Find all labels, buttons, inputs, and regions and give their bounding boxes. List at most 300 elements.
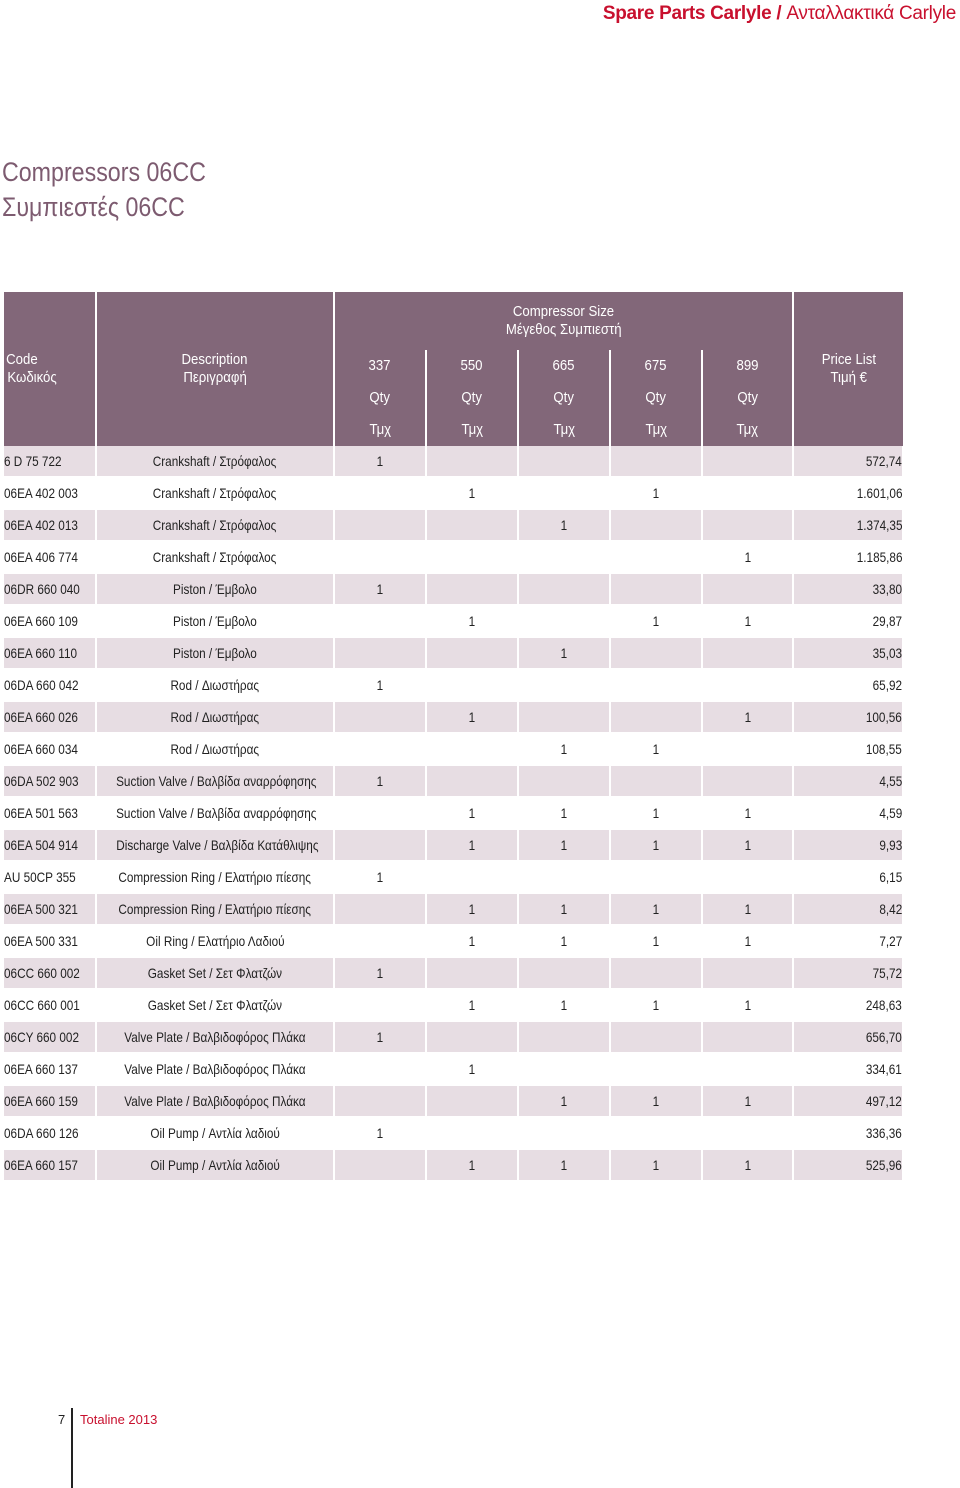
qty-cell bbox=[702, 669, 793, 701]
qty-cell bbox=[610, 1021, 702, 1053]
qty-cell bbox=[610, 733, 702, 765]
qty-cell bbox=[518, 861, 610, 893]
qty-header bbox=[610, 382, 702, 414]
price-cell bbox=[793, 1117, 903, 1149]
part-description-cell-text: Piston / Έμβολο bbox=[173, 645, 257, 661]
qty-cell bbox=[610, 1085, 702, 1117]
table-row bbox=[4, 989, 903, 1021]
qty-label-gr: Τμχ bbox=[369, 421, 391, 438]
qty-cell-text: 1 bbox=[468, 933, 476, 949]
price-cell-text: 1.601,06 bbox=[856, 485, 903, 501]
part-code-cell bbox=[4, 829, 96, 861]
part-description-cell bbox=[96, 1149, 334, 1181]
part-code-cell bbox=[4, 861, 96, 893]
price-cell bbox=[793, 797, 903, 829]
qty-cell bbox=[518, 1021, 610, 1053]
qty-cell bbox=[702, 637, 793, 669]
title-greek: Συμπιεστές 06CC bbox=[2, 192, 185, 222]
qty-cell bbox=[610, 477, 702, 509]
part-description-cell bbox=[96, 1117, 334, 1149]
price-cell-text: 336,36 bbox=[866, 1125, 903, 1141]
qty-header bbox=[518, 382, 610, 414]
qty-cell bbox=[334, 605, 426, 637]
qty-cell bbox=[426, 957, 518, 989]
table-row bbox=[4, 1149, 903, 1181]
part-description-cell bbox=[96, 733, 334, 765]
part-code-cell bbox=[4, 669, 96, 701]
qty-cell-text: 1 bbox=[652, 613, 660, 629]
qty-cell-text: 1 bbox=[744, 549, 751, 565]
qty-cell bbox=[702, 477, 793, 509]
part-description-cell-text: Rod / Διωστήρας bbox=[170, 677, 260, 693]
price-cell bbox=[793, 701, 903, 733]
qty-cell bbox=[334, 477, 426, 509]
part-code-cell-text: 06DA 502 903 bbox=[4, 773, 79, 789]
qty-cell-text: 1 bbox=[468, 997, 476, 1013]
price-cell bbox=[793, 509, 903, 541]
qty-cell bbox=[334, 957, 426, 989]
part-description-cell bbox=[96, 637, 334, 669]
part-description-cell bbox=[96, 989, 334, 1021]
price-cell bbox=[793, 637, 903, 669]
part-description-cell-text: Compression Ring / Ελατήριο πίεσης bbox=[118, 869, 312, 885]
part-code-cell bbox=[4, 477, 96, 509]
part-description-cell bbox=[96, 605, 334, 637]
qty-cell-text: 1 bbox=[468, 1157, 476, 1173]
qty-cell-text: 1 bbox=[468, 805, 476, 821]
qty-cell bbox=[426, 573, 518, 605]
qty-cell bbox=[334, 861, 426, 893]
part-code-cell bbox=[4, 1117, 96, 1149]
part-description-cell bbox=[96, 765, 334, 797]
price-cell bbox=[793, 1053, 903, 1085]
part-description-cell-text: Discharge Valve / Βαλβίδα Κατάθλιψης bbox=[116, 837, 319, 853]
qty-cell bbox=[702, 733, 793, 765]
price-cell bbox=[793, 1085, 903, 1117]
table-row bbox=[4, 893, 903, 925]
qty-cell bbox=[518, 1149, 610, 1181]
qty-cell-text: 1 bbox=[652, 1093, 660, 1109]
qty-cell bbox=[610, 637, 702, 669]
table-row bbox=[4, 861, 903, 893]
table-row bbox=[4, 669, 903, 701]
part-description-cell bbox=[96, 1053, 334, 1085]
qty-header-gr bbox=[334, 414, 426, 446]
size-550-header bbox=[426, 350, 518, 382]
description-header-label: Description bbox=[181, 351, 249, 368]
price-cell-text: 100,56 bbox=[866, 709, 903, 725]
qty-cell bbox=[610, 701, 702, 733]
qty-label: Qty bbox=[737, 389, 758, 406]
price-cell bbox=[793, 733, 903, 765]
qty-cell-text: 1 bbox=[468, 709, 476, 725]
qty-cell-text: 1 bbox=[376, 453, 384, 469]
qty-cell bbox=[610, 509, 702, 541]
part-code-cell-text: 06EA 660 109 bbox=[4, 613, 78, 629]
qty-cell-text: 1 bbox=[744, 613, 751, 629]
qty-cell bbox=[334, 1117, 426, 1149]
price-header bbox=[793, 292, 903, 446]
qty-cell bbox=[426, 893, 518, 925]
qty-cell-text: 1 bbox=[652, 741, 660, 757]
part-description-cell-text: Valve Plate / Βαλβιδοφόρος Πλάκα bbox=[124, 1093, 306, 1109]
size-337-header bbox=[334, 350, 426, 382]
qty-cell-text: 1 bbox=[652, 485, 660, 501]
qty-cell bbox=[610, 989, 702, 1021]
table-row bbox=[4, 477, 903, 509]
price-cell-text: 1.185,86 bbox=[856, 549, 903, 565]
qty-cell bbox=[610, 925, 702, 957]
part-code-cell bbox=[4, 509, 96, 541]
price-cell-text: 108,55 bbox=[866, 741, 903, 757]
parts-price-table bbox=[4, 292, 904, 1182]
table-row bbox=[4, 925, 903, 957]
qty-cell bbox=[702, 573, 793, 605]
part-description-cell bbox=[96, 861, 334, 893]
size-label: 665 bbox=[552, 357, 576, 374]
qty-cell-text: 1 bbox=[652, 1157, 660, 1173]
qty-label-gr: Τμχ bbox=[461, 421, 483, 438]
qty-cell bbox=[426, 477, 518, 509]
part-code-cell bbox=[4, 605, 96, 637]
qty-cell bbox=[334, 797, 426, 829]
price-cell bbox=[793, 446, 903, 477]
qty-cell-text: 1 bbox=[468, 485, 476, 501]
parts-table-body bbox=[4, 446, 903, 1181]
part-description-cell-text: Crankshaft / Στρόφαλος bbox=[153, 549, 277, 565]
part-code-cell-text: 06EA 500 331 bbox=[4, 933, 78, 949]
part-code-cell bbox=[4, 1085, 96, 1117]
qty-cell bbox=[518, 1085, 610, 1117]
qty-cell bbox=[334, 893, 426, 925]
part-description-cell bbox=[96, 1085, 334, 1117]
compressor-size-label-gr: Μέγεθος Συμπιεστή bbox=[505, 321, 622, 338]
qty-cell bbox=[518, 541, 610, 573]
part-code-cell-text: AU 50CP 355 bbox=[4, 869, 76, 885]
qty-cell bbox=[702, 1021, 793, 1053]
qty-header-gr bbox=[426, 414, 518, 446]
part-code-cell-text: 06EA 402 013 bbox=[4, 517, 78, 533]
part-description-cell-text: Oil Pump / Αντλία λαδιού bbox=[150, 1157, 280, 1173]
compressor-size-label: Compressor Size bbox=[512, 303, 615, 320]
price-cell-text: 4,55 bbox=[879, 773, 903, 789]
part-code-cell bbox=[4, 446, 96, 477]
qty-cell bbox=[334, 541, 426, 573]
part-description-cell-text: Oil Ring / Ελατήριο Λαδιού bbox=[145, 933, 285, 949]
page-number: 7 bbox=[58, 1412, 66, 1427]
qty-cell-text: 1 bbox=[744, 997, 751, 1013]
qty-cell bbox=[702, 989, 793, 1021]
qty-cell bbox=[426, 637, 518, 669]
part-description-cell bbox=[96, 829, 334, 861]
part-code-cell-text: 06DA 660 042 bbox=[4, 677, 79, 693]
price-cell bbox=[793, 541, 903, 573]
qty-cell bbox=[610, 1117, 702, 1149]
qty-cell-text: 1 bbox=[744, 837, 751, 853]
qty-cell-text: 1 bbox=[560, 1157, 568, 1173]
price-cell bbox=[793, 861, 903, 893]
qty-cell-text: 1 bbox=[560, 1093, 568, 1109]
qty-cell-text: 1 bbox=[376, 581, 384, 597]
size-665-header bbox=[518, 350, 610, 382]
part-description-cell bbox=[96, 797, 334, 829]
description-header-label-gr: Περιγραφή bbox=[183, 369, 247, 386]
qty-cell bbox=[426, 797, 518, 829]
price-cell-text: 7,27 bbox=[879, 933, 903, 949]
qty-cell bbox=[610, 765, 702, 797]
table-row bbox=[4, 1021, 903, 1053]
price-cell bbox=[793, 893, 903, 925]
part-code-cell-text: 06EA 660 026 bbox=[4, 709, 78, 725]
part-description-cell-text: Valve Plate / Βαλβιδοφόρος Πλάκα bbox=[124, 1061, 306, 1077]
qty-cell bbox=[334, 1085, 426, 1117]
qty-cell-text: 1 bbox=[468, 1061, 476, 1077]
table-row bbox=[4, 957, 903, 989]
qty-cell bbox=[518, 1117, 610, 1149]
table-row bbox=[4, 605, 903, 637]
qty-cell-text: 1 bbox=[560, 997, 568, 1013]
part-code-cell-text: 06EA 501 563 bbox=[4, 805, 78, 821]
part-description-cell-text: Suction Valve / Βαλβίδα αναρρόφησης bbox=[116, 773, 317, 789]
qty-cell-text: 1 bbox=[376, 677, 384, 693]
price-cell-text: 248,63 bbox=[866, 997, 903, 1013]
qty-cell-text: 1 bbox=[744, 1093, 751, 1109]
qty-cell bbox=[334, 573, 426, 605]
qty-cell-text: 1 bbox=[560, 933, 568, 949]
price-cell bbox=[793, 669, 903, 701]
part-code-cell bbox=[4, 733, 96, 765]
size-label: 899 bbox=[736, 357, 759, 374]
table-row bbox=[4, 1085, 903, 1117]
qty-cell-text: 1 bbox=[652, 805, 660, 821]
qty-cell-text: 1 bbox=[744, 805, 751, 821]
part-code-cell bbox=[4, 957, 96, 989]
qty-cell-text: 1 bbox=[468, 837, 476, 853]
part-code-cell-text: 06EA 660 157 bbox=[4, 1157, 78, 1173]
price-cell-text: 1.374,35 bbox=[856, 517, 903, 533]
size-label: 675 bbox=[644, 357, 668, 374]
part-description-cell-text: Rod / Διωστήρας bbox=[170, 741, 260, 757]
qty-cell bbox=[518, 669, 610, 701]
part-code-cell-text: 06EA 402 003 bbox=[4, 485, 78, 501]
part-description-cell-text: Suction Valve / Βαλβίδα αναρρόφησης bbox=[116, 805, 317, 821]
title-english: Compressors 06CC bbox=[2, 157, 206, 187]
qty-cell-text: 1 bbox=[468, 901, 476, 917]
price-cell-text: 6,15 bbox=[879, 869, 903, 885]
price-cell bbox=[793, 989, 903, 1021]
part-code-cell-text: 06DA 660 126 bbox=[4, 1125, 79, 1141]
qty-cell bbox=[334, 637, 426, 669]
part-description-cell bbox=[96, 957, 334, 989]
description-header bbox=[96, 292, 334, 446]
part-description-cell-text: Valve Plate / Βαλβιδοφόρος Πλάκα bbox=[124, 1029, 306, 1045]
table-row bbox=[4, 829, 903, 861]
price-cell-text: 572,74 bbox=[866, 453, 903, 469]
code-header-label-gr: Κωδικός bbox=[7, 369, 57, 386]
qty-cell bbox=[518, 573, 610, 605]
qty-cell bbox=[334, 989, 426, 1021]
price-cell-text: 29,87 bbox=[872, 613, 903, 629]
price-cell-text: 334,61 bbox=[866, 1061, 903, 1077]
part-description-cell-text: Gasket Set / Σετ Φλατζών bbox=[147, 965, 283, 981]
price-header-label: Price List bbox=[821, 351, 876, 368]
qty-cell bbox=[426, 861, 518, 893]
qty-cell bbox=[518, 1053, 610, 1085]
qty-cell bbox=[426, 989, 518, 1021]
qty-cell bbox=[518, 893, 610, 925]
part-code-cell-text: 06DR 660 040 bbox=[4, 581, 80, 597]
qty-cell bbox=[426, 1085, 518, 1117]
qty-cell-text: 1 bbox=[744, 933, 751, 949]
qty-cell bbox=[518, 701, 610, 733]
qty-cell-text: 1 bbox=[376, 965, 384, 981]
qty-label: Qty bbox=[645, 389, 667, 406]
qty-cell-text: 1 bbox=[376, 773, 384, 789]
qty-cell bbox=[518, 446, 610, 477]
page-title bbox=[2, 155, 206, 225]
part-description-cell bbox=[96, 509, 334, 541]
qty-label: Qty bbox=[461, 389, 483, 406]
qty-cell bbox=[518, 637, 610, 669]
price-cell-text: 33,80 bbox=[872, 581, 903, 597]
qty-cell bbox=[518, 957, 610, 989]
qty-cell bbox=[518, 829, 610, 861]
price-cell-text: 9,93 bbox=[879, 837, 903, 853]
qty-cell-text: 1 bbox=[560, 837, 568, 853]
qty-cell bbox=[702, 541, 793, 573]
qty-label: Qty bbox=[553, 389, 575, 406]
qty-cell bbox=[518, 989, 610, 1021]
qty-header bbox=[426, 382, 518, 414]
qty-cell bbox=[610, 797, 702, 829]
price-cell-text: 525,96 bbox=[866, 1157, 903, 1173]
part-description-cell bbox=[96, 1021, 334, 1053]
qty-label: Qty bbox=[369, 389, 391, 406]
qty-cell bbox=[334, 669, 426, 701]
qty-cell bbox=[334, 733, 426, 765]
qty-cell bbox=[426, 541, 518, 573]
qty-cell bbox=[334, 829, 426, 861]
qty-cell bbox=[610, 541, 702, 573]
qty-cell bbox=[610, 861, 702, 893]
qty-cell bbox=[610, 957, 702, 989]
qty-cell bbox=[702, 605, 793, 637]
part-description-cell-text: Compression Ring / Ελατήριο πίεσης bbox=[118, 901, 312, 917]
qty-cell bbox=[702, 893, 793, 925]
part-code-cell-text: 06EA 660 034 bbox=[4, 741, 78, 757]
qty-cell bbox=[702, 861, 793, 893]
qty-cell bbox=[426, 669, 518, 701]
price-cell-text: 656,70 bbox=[866, 1029, 903, 1045]
qty-cell bbox=[702, 797, 793, 829]
qty-cell-text: 1 bbox=[560, 741, 568, 757]
price-cell-text: 75,72 bbox=[872, 965, 903, 981]
qty-cell bbox=[610, 669, 702, 701]
qty-cell bbox=[334, 1053, 426, 1085]
qty-cell bbox=[702, 829, 793, 861]
part-description-cell-text: Crankshaft / Στρόφαλος bbox=[153, 517, 277, 533]
qty-cell bbox=[702, 925, 793, 957]
footer-label: Totaline 2013 bbox=[80, 1412, 158, 1427]
part-code-cell-text: 06EA 660 110 bbox=[4, 645, 78, 661]
qty-cell-text: 1 bbox=[744, 709, 751, 725]
qty-cell bbox=[426, 1021, 518, 1053]
qty-cell bbox=[334, 925, 426, 957]
brand-separator: / bbox=[771, 3, 787, 24]
qty-cell bbox=[610, 1053, 702, 1085]
qty-cell bbox=[518, 477, 610, 509]
qty-cell bbox=[702, 765, 793, 797]
part-description-cell bbox=[96, 893, 334, 925]
qty-cell bbox=[334, 509, 426, 541]
part-code-cell bbox=[4, 925, 96, 957]
qty-cell bbox=[518, 925, 610, 957]
part-code-cell bbox=[4, 1021, 96, 1053]
qty-header bbox=[702, 382, 793, 414]
qty-cell bbox=[426, 1149, 518, 1181]
size-label: 337 bbox=[368, 357, 392, 374]
table-row bbox=[4, 573, 903, 605]
size-label: 550 bbox=[460, 357, 484, 374]
price-cell bbox=[793, 957, 903, 989]
qty-cell bbox=[518, 733, 610, 765]
part-code-cell-text: 06EA 660 159 bbox=[4, 1093, 78, 1109]
price-header-label-gr: Τιμή € bbox=[830, 369, 867, 386]
brand-english: Spare Parts Carlyle bbox=[602, 3, 772, 24]
qty-cell bbox=[702, 957, 793, 989]
qty-cell-text: 1 bbox=[744, 1157, 751, 1173]
qty-cell bbox=[702, 1085, 793, 1117]
qty-cell-text: 1 bbox=[652, 901, 660, 917]
part-description-cell bbox=[96, 541, 334, 573]
qty-cell bbox=[334, 765, 426, 797]
qty-cell bbox=[518, 765, 610, 797]
qty-cell bbox=[518, 509, 610, 541]
part-code-cell bbox=[4, 1149, 96, 1181]
qty-label-gr: Τμχ bbox=[645, 421, 667, 438]
part-description-cell-text: Piston / Έμβολο bbox=[173, 613, 257, 629]
price-cell-text: 35,03 bbox=[872, 645, 903, 661]
part-code-cell bbox=[4, 541, 96, 573]
qty-header-gr bbox=[518, 414, 610, 446]
qty-label-gr: Τμχ bbox=[553, 421, 575, 438]
qty-cell bbox=[610, 829, 702, 861]
price-cell bbox=[793, 829, 903, 861]
table-row bbox=[4, 1117, 903, 1149]
qty-cell-text: 1 bbox=[652, 933, 660, 949]
qty-cell-text: 1 bbox=[560, 517, 568, 533]
part-description-cell-text: Piston / Έμβολο bbox=[173, 581, 257, 597]
price-cell-text: 4,59 bbox=[879, 805, 903, 821]
code-header bbox=[4, 292, 96, 446]
table-row bbox=[4, 637, 903, 669]
qty-cell bbox=[610, 605, 702, 637]
price-cell bbox=[793, 1149, 903, 1181]
qty-cell bbox=[610, 1149, 702, 1181]
part-code-cell-text: 06CY 660 002 bbox=[4, 1029, 79, 1045]
qty-cell bbox=[334, 701, 426, 733]
qty-cell bbox=[426, 1117, 518, 1149]
qty-cell-text: 1 bbox=[652, 837, 660, 853]
part-code-cell-text: 06CC 660 001 bbox=[4, 997, 80, 1013]
part-code-cell bbox=[4, 701, 96, 733]
qty-cell-text: 1 bbox=[376, 869, 384, 885]
qty-cell-text: 1 bbox=[560, 645, 568, 661]
qty-cell-text: 1 bbox=[376, 1029, 384, 1045]
part-description-cell-text: Crankshaft / Στρόφαλος bbox=[153, 453, 277, 469]
qty-cell-text: 1 bbox=[560, 805, 568, 821]
table-row bbox=[4, 1053, 903, 1085]
